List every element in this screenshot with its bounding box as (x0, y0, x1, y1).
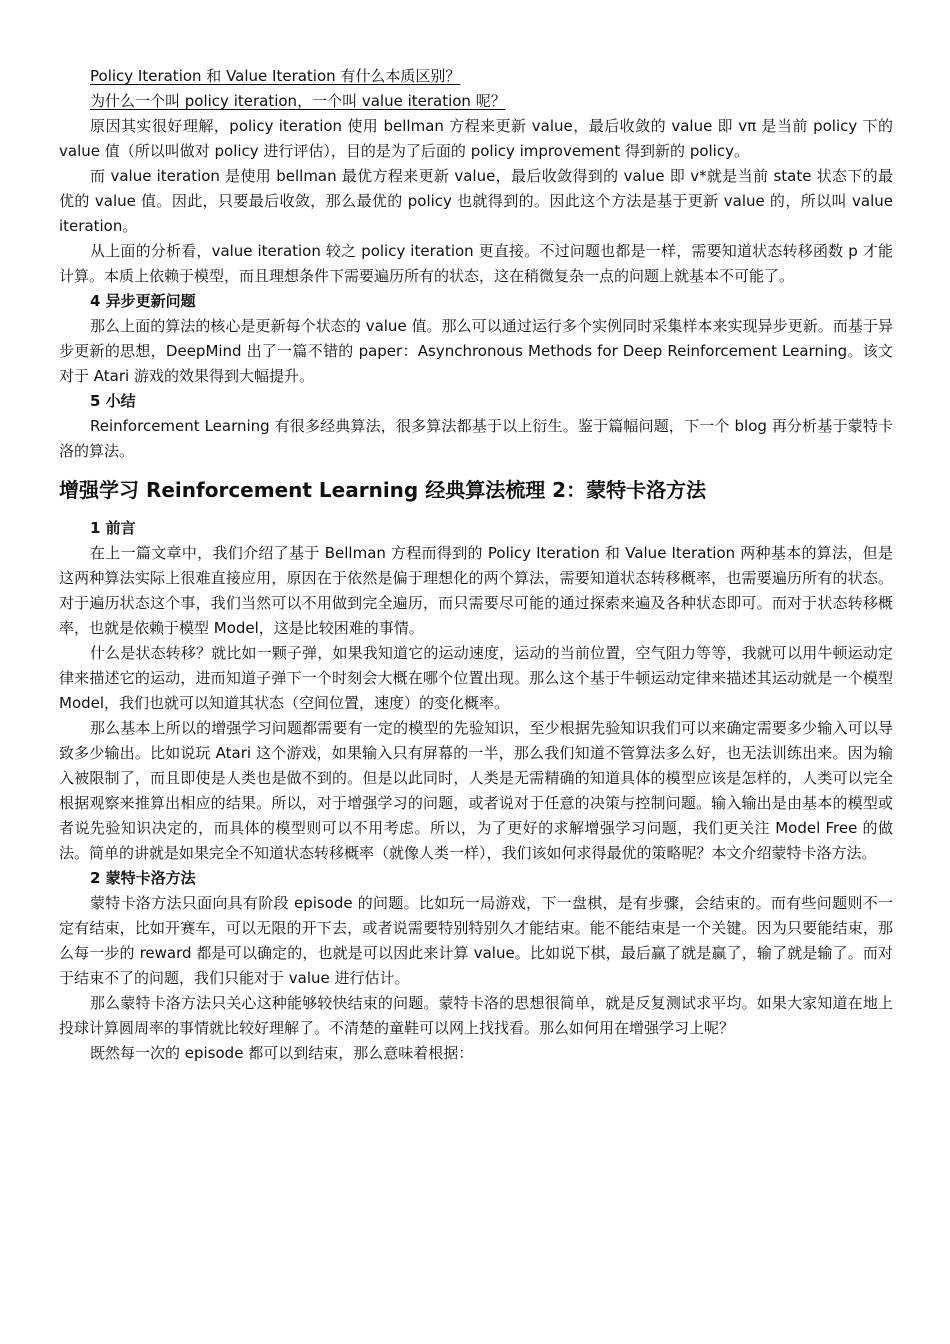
paragraph-summary: Reinforcement Learning 有很多经典算法，很多算法都基于以上衍生。鉴于篇幅问题，下一个 blog 再分析基于蒙特卡洛的算法。 (59, 417, 893, 460)
question-line-1: Policy Iteration 和 Value Iteration 有什么本质区别？ (90, 67, 461, 85)
paragraph-intro-2: 什么是状态转移？就比如一颗子弹，如果我知道它的运动速度，运动的当前位置，空气阻力等等，我就可以用牛顿运动定律来描述它的运动，进而知道子弹下一个时刻会大概在哪个位置出现。那么这个基于牛顿运动定律来描述其运动就是一个模型 Model，我们也就可以知道其状态（空间位置，速度）的变化概率。 (59, 644, 893, 712)
question-line-2: 为什么一个叫 policy iteration，一个叫 value iteration 呢？ (90, 92, 506, 110)
section-heading-monte-carlo: 2 蒙特卡洛方法 (90, 869, 196, 887)
section-heading-async: 4 异步更新问题 (90, 292, 196, 310)
paragraph-intro-1: 在上一篇文章中，我们介绍了基于 Bellman 方程而得到的 Policy Iteration 和 Value Iteration 两种基本的算法，但是这两种算法实际上很难直接应用，原因在于依然是偏于理想化的两个算法，需要知道状态转移概率，也需要遍历所有的状态。对于遍历状态这个事，我们当然可以不用做到完全遍历，而只需要尽可能的通过探索来遍及各种状态即可。而对于状态转移概率，也就是依赖于模型 Model，这是比较困难的事情。 (59, 544, 893, 637)
section-heading-summary: 5 小结 (90, 392, 136, 410)
section-heading-intro: 1 前言 (90, 519, 136, 537)
paragraph-value-iteration: 而 value iteration 是使用 bellman 最优方程来更新 value，最后收敛得到的 value 即 v*就是当前 state 状态下的最优的 value 值。因此，只要最后收敛，那么最优的 policy 也就得到的。因此这个方法是基于更新 value 的，所以叫 value iteration。 (59, 167, 893, 235)
paragraph-mc-3: 既然每一次的 episode 都可以到结束，那么意味着根据： (90, 1044, 474, 1062)
paragraph-mc-2: 那么蒙特卡洛方法只关心这种能够较快结束的问题。蒙特卡洛的思想很简单，就是反复测试求平均。如果大家知道在地上投球计算圆周率的事情就比较好理解了。不清楚的童鞋可以网上找找看。那么如何用在增强学习上呢？ (59, 994, 893, 1037)
document-body (59, 64, 893, 1066)
paragraph-comparison: 从上面的分析看，value iteration 较之 policy iteration 更直接。不过问题也都是一样，需要知道状态转移函数 p 才能计算。本质上依赖于模型，而且理想条件下需要遍历所有的状态，这在稍微复杂一点的问题上就基本不可能了。 (59, 242, 893, 285)
paragraph-mc-1: 蒙特卡洛方法只面向具有阶段 episode 的问题。比如玩一局游戏，下一盘棋，是有步骤，会结束的。而有些问题则不一定有结束，比如开赛车，可以无限的开下去，或者说需要特别特别久才能结束。能不能结束是一个关键。因为只要能结束，那么每一步的 reward 都是可以确定的，也就是可以因此来计算 value。比如说下棋，最后赢了就是赢了，输了就是输了。而对于结束不了的问题，我们只能对于 value 进行估计。 (59, 894, 893, 987)
paragraph-intro-3: 那么基本上所以的增强学习问题都需要有一定的模型的先验知识，至少根据先验知识我们可以来确定需要多少输入可以导致多少输出。比如说玩 Atari 这个游戏，如果输入只有屏幕的一半，那么我们知道不管算法多么好，也无法训练出来。因为输入被限制了，而且即使是人类也是做不到的。但是以此同时，人类是无需精确的知道具体的模型应该是怎样的，人类可以完全根据观察来推算出相应的结果。所以，对于增强学习的问题，或者说对于任意的决策与控制问题。输入输出是由基本的模型或者说先验知识决定的，而具体的模型则可以不用考虑。所以，为了更好的求解增强学习问题，我们更关注 Model Free 的做法。简单的讲就是如果完全不知道状态转移概率（就像人类一样），我们该如何求得最优的策略呢？本文介绍蒙特卡洛方法。 (59, 719, 893, 862)
paragraph-async: 那么上面的算法的核心是更新每个状态的 value 值。那么可以通过运行多个实例同时采集样本来实现异步更新。而基于异步更新的思想，DeepMind 出了一篇不错的 paper：Asynchronous Methods for Deep Reinforcement Learning。该文对于 Atari 游戏的效果得到大幅提升。 (59, 317, 893, 385)
paragraph-policy-iteration: 原因其实很好理解，policy iteration 使用 bellman 方程来更新 value，最后收敛的 value 即 vπ 是当前 policy 下的 value 值（所以叫做对 policy 进行评估），目的是为了后面的 policy improvement 得到新的 policy。 (59, 117, 893, 160)
article-title: 增强学习 Reinforcement Learning 经典算法梳理 2：蒙特卡洛方法 (59, 478, 707, 502)
